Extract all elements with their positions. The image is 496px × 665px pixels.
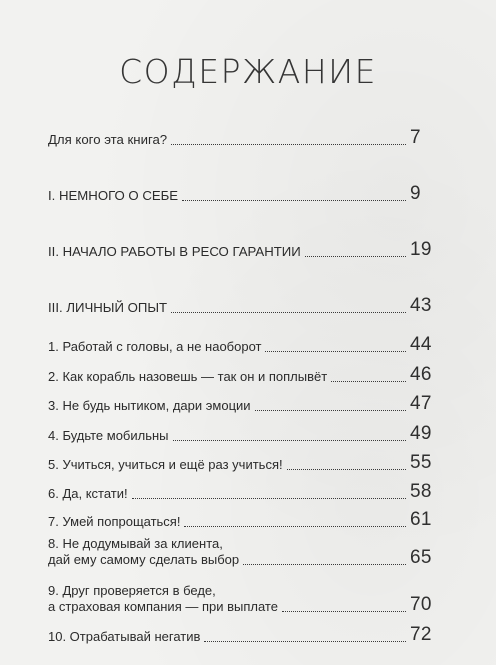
toc-entry-title: 1. Работай с головы, а не наоборот [48,339,262,354]
dot-leader [255,409,406,411]
dot-leader [331,380,406,382]
toc-entry-page: 58 [410,481,432,502]
toc-entry [48,625,446,645]
dot-leader [132,497,406,499]
dot-leader [184,525,406,527]
toc-entry-page: 19 [410,239,432,260]
toc-entry-page: 72 [410,624,432,645]
toc-entry-page: 9 [410,183,421,204]
dot-leader [287,468,406,470]
dot-leader [282,610,406,612]
toc-entry-page: 44 [410,334,432,355]
toc-entry-page: 47 [410,393,432,414]
toc-entry-title: 7. Умей попрощаться! [48,514,181,529]
toc-entry-page: 55 [410,452,432,473]
contents-title: СОДЕРЖАНИЕ [119,52,377,91]
toc-entry-page: 7 [410,127,421,148]
dot-leader [265,350,406,352]
toc-entry [48,128,446,148]
dot-leader [182,199,406,201]
toc-entry-title: 10. Отрабатывай негатив [48,629,201,644]
toc-entry [48,365,446,385]
toc-entry [48,453,446,473]
toc-entry [48,536,446,568]
toc-entry-page: 65 [410,547,432,568]
dot-leader [305,255,406,257]
toc-entry-title: II. НАЧАЛО РАБОТЫ В РЕСО ГАРАНТИИ [48,244,301,259]
toc-entry-title: III. ЛИЧНЫЙ ОПЫТ [48,300,168,315]
toc-entry-title: 9. Друг проверяется в беде, а страховая компания — при выплате [48,583,278,614]
toc-entry-title: I. НЕМНОГО О СЕБЕ [48,188,179,203]
toc-entry-page: 49 [410,423,432,444]
toc-entry-title: Для кого эта книга? [48,132,168,147]
toc-entry-page: 70 [410,594,432,615]
toc-entry-title: 6. Да, кстати! [48,486,128,501]
dot-leader [243,563,406,565]
toc-entry [48,482,446,502]
toc-entry [48,583,446,615]
toc-entry [48,296,446,316]
dot-leader [204,640,406,642]
toc-entry [48,184,446,204]
toc-entry-page: 61 [410,509,432,530]
toc-entry-title: 3. Не будь нытиком, дари эмоции [48,398,251,413]
toc-entry [48,424,446,444]
toc-entry-page: 43 [410,295,432,316]
toc-entry-title: 2. Как корабль назовешь — так он и поплывёт [48,369,328,384]
toc-entry-page: 46 [410,364,432,385]
toc-entry [48,510,446,530]
dot-leader [171,143,406,145]
dot-leader [171,311,406,313]
dot-leader [173,439,406,441]
toc-entry-title: 8. Не додумывай за клиента, дай ему самому сделать выбор [48,536,240,567]
toc-entry [48,240,446,260]
toc-entry [48,335,446,355]
toc-entry-title: 4. Будьте мобильны [48,428,169,443]
toc-entry-title: 5. Учиться, учиться и ещё раз учиться! [48,457,283,472]
toc-entry [48,394,446,414]
